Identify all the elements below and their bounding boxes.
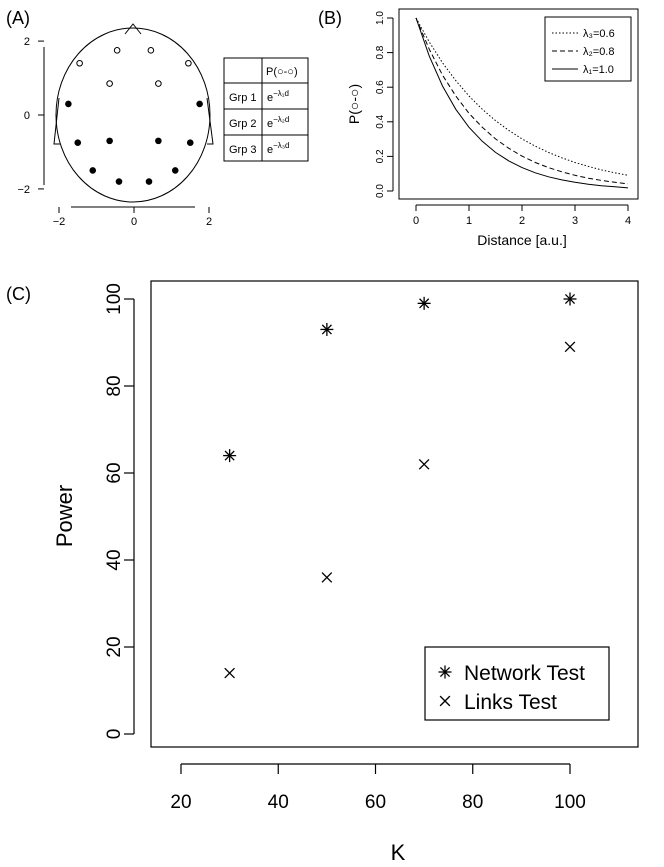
links-test-point <box>565 342 575 352</box>
panel-b-y-tick-label: 0.6 <box>375 80 386 95</box>
table-row-group: Grp 3 <box>229 144 257 156</box>
links-test-point <box>419 459 429 469</box>
electrode-filled-point <box>146 179 152 185</box>
electrode-points <box>66 48 203 185</box>
panel-b-x-tick-label: 0 <box>412 215 420 227</box>
panel-b-y-tick-label: 0.2 <box>375 149 386 164</box>
panel-c-points <box>223 293 576 678</box>
panel-c-label: (C) <box>6 284 31 304</box>
table-header-probability: P(○-○) <box>266 66 298 78</box>
table-row-formula <box>267 115 289 130</box>
panel-c-legend-label: Network Test <box>464 662 585 685</box>
legend-asterisk-icon <box>439 666 452 679</box>
panel-c-y-tick-label: 100 <box>104 283 125 315</box>
panel-b-y-tick-label: 0.4 <box>375 114 386 129</box>
formula-base: e <box>267 118 274 130</box>
panel-c-y-axis-label: Power <box>52 484 77 548</box>
panel-a-label: (A) <box>6 8 30 28</box>
panel-c-y-tick-label: 0 <box>104 728 125 740</box>
panel-a-x-ticks <box>53 207 212 228</box>
panel-c-power-plot <box>52 281 638 865</box>
panel-b-legend-label: λ₂=0.8 <box>583 46 615 58</box>
electrode-filled-point <box>66 101 72 107</box>
panel-b-x-tick-label: 1 <box>465 215 473 227</box>
head-outline <box>54 24 213 202</box>
panel-c-x-tick-label: 20 <box>170 792 192 813</box>
panel-a-x-tick-label: 0 <box>130 216 138 228</box>
network-test-point <box>564 293 577 306</box>
electrode-open-point <box>107 81 113 87</box>
panel-c-x-tick-label: 80 <box>462 792 484 813</box>
electrode-filled-point <box>187 140 193 146</box>
panel-a-x-tick-label: −2 <box>52 216 66 228</box>
electrode-filled-point <box>156 138 162 144</box>
formula-exponent: −λ₃d <box>273 141 290 150</box>
panel-b-y-axis-label: P(○-○) <box>346 83 362 125</box>
panel-b-x-axis-label: Distance [a.u.] <box>477 232 567 248</box>
electrode-filled-point <box>90 168 96 174</box>
links-test-point <box>225 668 235 678</box>
panel-c-y-ticks <box>104 283 134 739</box>
panel-b-legend-label: λ₁=1.0 <box>583 64 614 76</box>
panel-c-x-axis-label: K <box>390 840 406 865</box>
electrode-open-point <box>186 60 192 66</box>
panel-c-y-tick-label: 20 <box>104 636 125 658</box>
electrode-open-point <box>156 81 162 87</box>
nose-shape <box>125 24 141 34</box>
panel-b-y-tick-label: 1.0 <box>375 11 386 25</box>
panel-c-x-tick-label: 40 <box>267 792 289 813</box>
electrode-open-point <box>77 60 83 66</box>
panel-a-y-tick-label: 0 <box>23 110 30 122</box>
panel-a-electrode-map <box>17 24 308 228</box>
panel-b-y-tick-label: 0.8 <box>375 45 386 60</box>
table-row-group: Grp 1 <box>229 92 257 104</box>
formula-exponent: −λ₁d <box>273 89 289 98</box>
panel-b-decay-plot <box>346 9 638 248</box>
panel-c-y-tick-label: 80 <box>104 375 125 397</box>
electrode-filled-point <box>172 168 178 174</box>
panel-b-y-ticks <box>375 11 393 198</box>
network-test-point <box>223 449 236 462</box>
network-test-point <box>320 323 333 336</box>
panel-b-x-tick-label: 4 <box>624 215 632 227</box>
panel-a-y-tick-label: −2 <box>17 183 30 196</box>
panel-c-legend-label: Links Test <box>464 691 557 714</box>
table-row-group: Grp 2 <box>229 118 257 130</box>
formula-exponent: −λ₂d <box>273 115 290 124</box>
electrode-filled-point <box>197 101 203 107</box>
panel-b-legend-label: λ₃=0.6 <box>583 28 615 40</box>
electrode-filled-point <box>107 138 113 144</box>
electrode-open-point <box>148 48 154 54</box>
panel-a-y-ticks <box>17 36 44 196</box>
table-row-formula <box>267 141 290 156</box>
probability-table <box>224 58 308 161</box>
panel-b-y-tick-label: 0.0 <box>375 184 386 198</box>
formula-base: e <box>267 92 274 104</box>
head-circle <box>56 28 210 202</box>
panel-c-y-tick-label: 60 <box>104 462 125 484</box>
panel-c-x-tick-label: 100 <box>554 792 586 813</box>
formula-base: e <box>267 144 274 156</box>
panel-a-x-tick-label: 2 <box>205 216 213 228</box>
electrode-open-point <box>114 48 120 54</box>
panel-c-x-tick-label: 60 <box>364 792 387 813</box>
panel-c-legend <box>425 647 609 720</box>
electrode-filled-point <box>75 140 81 146</box>
panel-c-y-tick-label: 40 <box>104 549 125 571</box>
panel-b-x-ticks <box>413 205 631 227</box>
panel-a-y-tick-label: 2 <box>23 36 30 49</box>
network-test-point <box>418 297 431 310</box>
panel-b-legend <box>545 17 631 81</box>
links-test-point <box>322 573 332 583</box>
table-row-formula <box>267 89 289 104</box>
electrode-filled-point <box>116 179 122 185</box>
panel-b-x-tick-label: 3 <box>571 215 579 227</box>
panel-b-label: (B) <box>318 8 342 28</box>
panel-b-x-tick-label: 2 <box>518 215 526 227</box>
panel-c-x-ticks <box>170 764 585 813</box>
